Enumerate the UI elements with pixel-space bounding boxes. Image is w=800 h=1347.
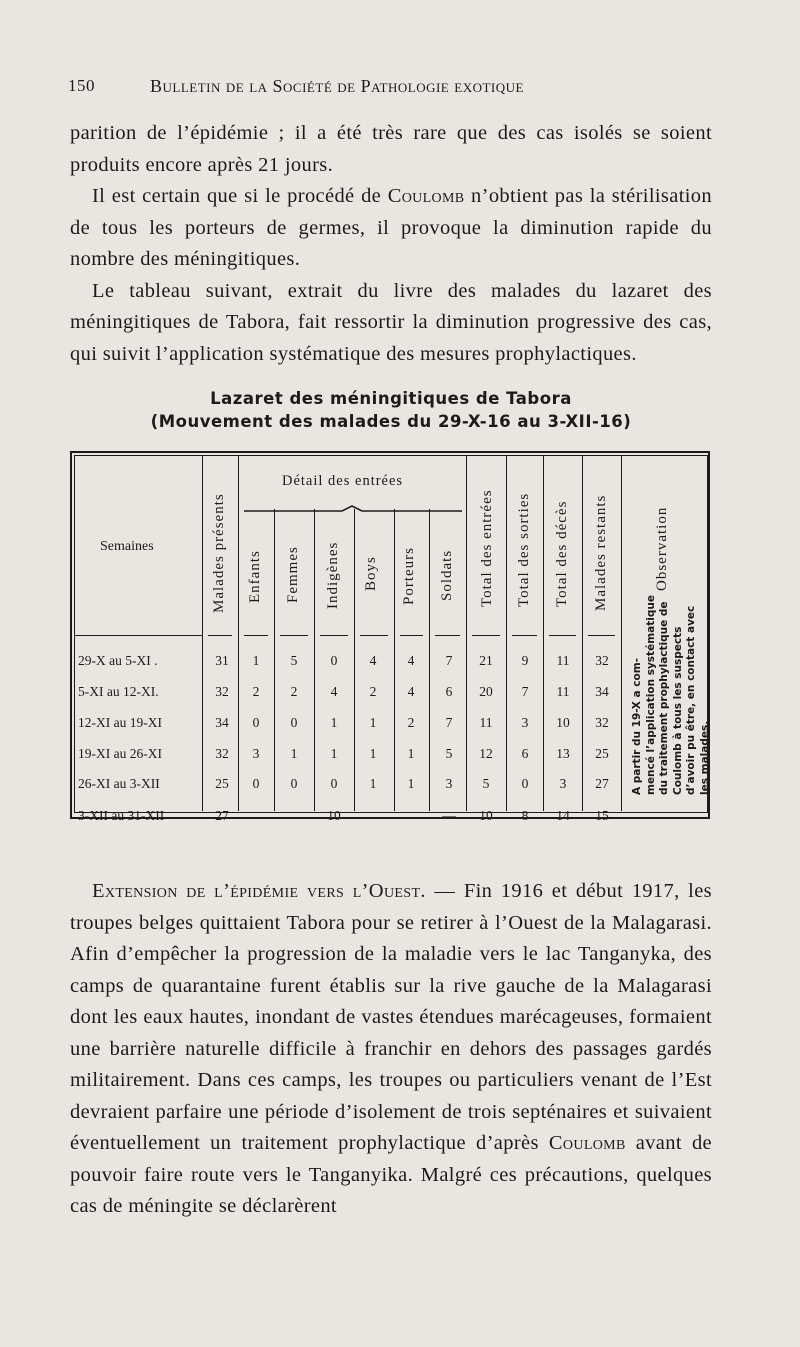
observation-line: Coulomb à tous les suspects: [671, 626, 684, 795]
header-total-deces: Total des décès: [554, 500, 570, 607]
observation-line: les malades.: [698, 720, 711, 795]
header-femmes: Femmes: [285, 546, 301, 603]
cell-soldats: 7: [445, 653, 453, 668]
header-observation: Observation: [654, 506, 670, 591]
page-header: [60, 72, 720, 102]
cell-total-entrees: 21: [479, 653, 493, 668]
observation-note: [631, 595, 712, 795]
cell-total-deces: 13: [556, 746, 570, 761]
body-text-top: [70, 118, 712, 370]
cell-total-sorties: 6: [521, 746, 529, 761]
row-semaine: 12-XI au 19-XI: [78, 715, 162, 730]
observation-line: mencé l’application systématique: [644, 595, 657, 795]
paragraph-text: Il est certain que si le procédé de: [92, 185, 388, 207]
table-row: [70, 746, 630, 766]
table-row: [70, 715, 630, 735]
author-name: Coulomb: [548, 1132, 626, 1154]
cell-femmes: 0: [290, 715, 298, 730]
cell-total-deces: 10: [556, 715, 570, 730]
cell-indigenes: 0: [330, 776, 338, 791]
header-total-entrees: Total des entrées: [479, 489, 495, 607]
header-indigenes: Indigènes: [325, 541, 341, 609]
table-title-line1: Lazaret des méningitiques de Tabora: [210, 389, 572, 408]
section-heading: Extension de l’épidémie vers l’Ouest.: [92, 880, 426, 902]
cell-porteurs: 1: [407, 776, 415, 791]
cell-restants: 15: [595, 808, 609, 823]
cell-total-sorties: 9: [521, 653, 529, 668]
cell-presents: 31: [215, 653, 229, 668]
cell-total-entrees: 20: [479, 684, 493, 699]
cell-restants: 32: [595, 653, 609, 668]
cell-presents: 32: [215, 684, 229, 699]
cell-presents: 34: [215, 715, 229, 730]
cell-soldats: —: [442, 808, 456, 823]
cell-indigenes: 1: [330, 715, 338, 730]
cell-enfants: 1: [252, 653, 260, 668]
table-row: [70, 684, 630, 704]
header-porteurs: Porteurs: [401, 547, 417, 605]
row-semaine: 5-XI au 12-XI.: [78, 684, 159, 699]
cell-boys: 2: [369, 684, 377, 699]
cell-total-sorties: 8: [521, 808, 529, 823]
cell-enfants: 2: [252, 684, 260, 699]
paragraph-extension: [70, 876, 712, 1223]
cell-total-deces: 14: [556, 808, 570, 823]
cell-restants: 34: [595, 684, 609, 699]
cell-boys: 1: [369, 715, 377, 730]
cell-soldats: 5: [445, 746, 453, 761]
cell-femmes: 2: [290, 684, 298, 699]
table-row: [70, 808, 630, 828]
cell-total-deces: 11: [556, 684, 570, 699]
paragraph-tableau: Le tableau suivant, extrait du livre des malades du lazaret des méningitiques de Tabora, fait ressortir la diminution progressive des cas, qui suivit l’application systématique des mesures prophylactiques.: [70, 279, 712, 365]
cell-total-sorties: 0: [521, 776, 529, 791]
cell-indigenes: 0: [330, 653, 338, 668]
cell-total-entrees: 12: [479, 746, 493, 761]
cell-soldats: 7: [445, 715, 453, 730]
cell-presents: 25: [215, 776, 229, 791]
cell-boys: 4: [369, 653, 377, 668]
paragraph-text: avant de pouvoir faire route vers le Tanganyika. Malgré ces précautions, quelques cas de méningite se déclarèrent: [70, 1132, 712, 1217]
cell-restants: 32: [595, 715, 609, 730]
cell-total-sorties: 7: [521, 684, 529, 699]
cell-presents: 32: [215, 746, 229, 761]
cell-boys: 1: [369, 776, 377, 791]
table-title-line2: (Mouvement des malades du 29-X-16 au 3-XII-16): [150, 412, 632, 431]
header-malades-restants: Malades restants: [593, 494, 609, 611]
header-malades-presents: Malades présents: [211, 493, 227, 613]
cell-indigenes: 1: [330, 746, 338, 761]
table-row: [70, 776, 630, 796]
cell-restants: 27: [595, 776, 609, 791]
cell-boys: 1: [369, 746, 377, 761]
table-title: [70, 389, 712, 431]
cell-enfants: 3: [252, 746, 260, 761]
cell-total-deces: 3: [559, 776, 567, 791]
cell-total-entrees: 11: [479, 715, 493, 730]
paragraph-text: — Fin 1916 et début 1917, les troupes belges quittaient Tabora pour se retirer à l’Ouest de la Malagarasi. Afin d’empêcher la progression de la maladie vers le lac Tanganyka, des camps de quarantaine furent établis sur la rive gauche de la Malagarasi dont les eaux hautes, inondant de vastes étendues marécageuses, formaient une barrière naturelle difficile à franchir en dehors des passages gardés militairement. Dans ces camps, les troupes ou particuliers venant de l’Est devraient parfaire une période d’isolement de trois septénaires et suivaient éventuellement un traitement prophylactique d’après: [70, 880, 712, 1154]
cell-porteurs: 4: [407, 684, 415, 699]
header-soldats: Soldats: [439, 549, 455, 601]
cell-porteurs: 2: [407, 715, 415, 730]
header-boys: Boys: [363, 556, 379, 591]
header-total-sorties: Total des sorties: [516, 492, 532, 607]
row-semaine: 29-X au 5-XI .: [78, 653, 158, 668]
cell-enfants: 0: [252, 776, 260, 791]
cell-total-entrees: 5: [482, 776, 490, 791]
paragraph-text: n’obtient pas la stérilisation de tous les porteurs de germes, il provoque la diminution rapide du nombre des méningitiques.: [70, 185, 712, 270]
cell-indigenes: 4: [330, 684, 338, 699]
header-enfants: Enfants: [247, 550, 263, 603]
observation-line: du traitement prophylactique de: [658, 601, 670, 795]
body-text-bottom: [70, 876, 712, 1223]
cell-enfants: 0: [252, 715, 260, 730]
header-detail-entrees: Détail des entrées: [282, 473, 404, 489]
page-number: 150: [68, 76, 95, 95]
cell-porteurs: 4: [407, 653, 415, 668]
cell-femmes: 5: [290, 653, 298, 668]
row-semaine: 19-XI au 26-XI: [78, 746, 162, 761]
detail-brace: [242, 505, 464, 517]
cell-femmes: 1: [290, 746, 298, 761]
cell-porteurs: 1: [407, 746, 415, 761]
row-semaine: 3-XII au 31-XII: [78, 808, 165, 823]
running-title: Bulletin de la Société de Pathologie exotique: [150, 76, 524, 96]
paragraph-coulomb: [70, 181, 712, 276]
cell-presents: 27: [215, 808, 229, 823]
table-row: [70, 653, 630, 673]
cell-soldats: 6: [445, 684, 453, 699]
row-semaine: 26-XI au 3-XII: [78, 776, 160, 791]
observation-line: A partir du 19-X a com-: [631, 657, 643, 795]
cell-femmes: 0: [290, 776, 298, 791]
header-semaines: Semaines: [100, 539, 154, 554]
paragraph-continuation: parition de l’épidémie ; il a été très rare que des cas isolés se soient produits encore après 21 jours.: [70, 122, 712, 176]
cell-indigenes: 10: [327, 808, 341, 823]
data-table: [70, 451, 711, 823]
cell-restants: 25: [595, 746, 609, 761]
cell-total-deces: 11: [556, 653, 570, 668]
cell-total-entrees: 10: [479, 808, 493, 823]
observation-line: d’avoir pu être, en contact avec: [685, 605, 697, 795]
author-name: Coulomb: [387, 185, 465, 207]
cell-total-sorties: 3: [521, 715, 529, 730]
cell-soldats: 3: [445, 776, 453, 791]
